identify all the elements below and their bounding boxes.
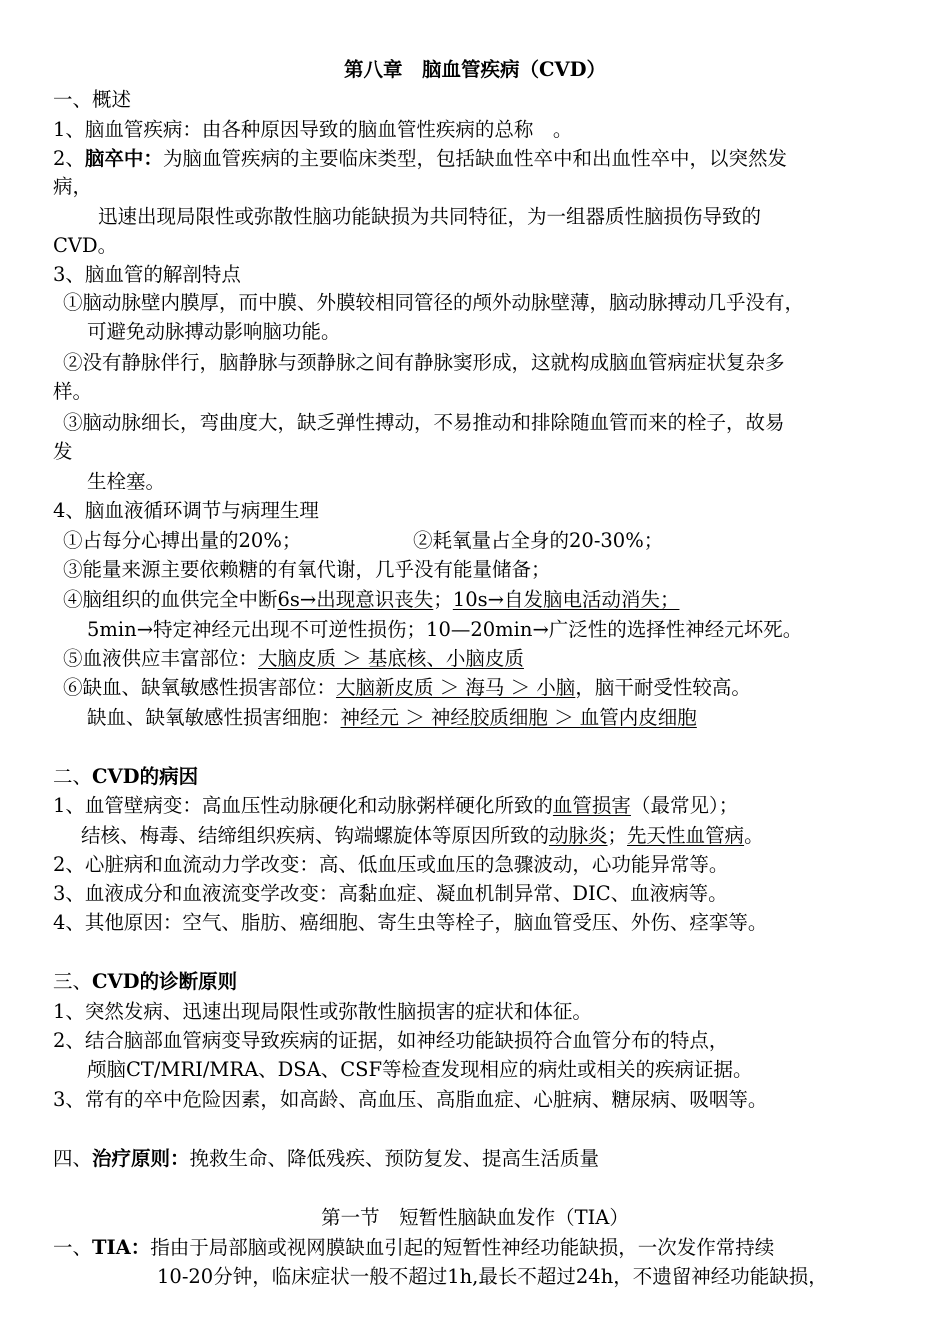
paragraph-cont: 病， xyxy=(53,175,93,198)
paragraph: 一、TIA：指由于局部脑或视网膜缺血引起的短暂性神经功能缺损，一次发作常持续 xyxy=(53,1236,775,1259)
paragraph-cont: 颅脑CT/MRI/MRA、DSA、CSF等检查发现相应的病灶或相关的疾病证据。 xyxy=(87,1058,753,1081)
section-diagnosis-heading: 三、CVD的诊断原则 xyxy=(53,970,238,993)
list-item: ④脑组织的血供完全中断6s→出现意识丧失；10s→自发脑电活动消失； xyxy=(63,588,680,611)
paragraph: 4、其他原因：空气、脂肪、癌细胞、寄生虫等栓子，脑血管受压、外伤、痉挛等。 xyxy=(53,911,768,934)
list-item-cont: 发 xyxy=(53,440,73,463)
paragraph: 1、脑血管疾病：由各种原因导致的脑血管性疾病的总称 。 xyxy=(53,118,573,141)
list-item: ⑤血液供应丰富部位：大脑皮质 ＞ 基底核、小脑皮质 xyxy=(63,647,524,670)
list-item-cont: 可避免动脉搏动影响脑功能。 xyxy=(87,320,341,343)
section-tia-title: 第一节 短暂性脑缺血发作（TIA） xyxy=(321,1206,629,1229)
section-cause-heading: 二、CVD的病因 xyxy=(53,765,199,788)
section-overview-heading: 一、概述 xyxy=(53,88,132,111)
paragraph: 3、常有的卒中危险因素，如高龄、高血压、高脂血症、心脏病、糖尿病、吸咽等。 xyxy=(53,1088,768,1111)
section-treatment-heading: 四、治疗原则：挽救生命、降低残疾、预防复发、提高生活质量 xyxy=(53,1147,600,1170)
list-item: ①占每分心搏出量的20%； xyxy=(63,529,302,552)
list-item-cont: 生栓塞。 xyxy=(87,470,166,493)
paragraph: 1、突然发病、迅速出现局限性或弥散性脑损害的症状和体征。 xyxy=(53,1000,592,1023)
list-item: ③脑动脉细长，弯曲度大，缺乏弹性搏动，不易推动和排除随血管而来的栓子，故易 xyxy=(63,411,785,434)
paragraph: 2、心脏病和血流动力学改变：高、低血压或血压的急骤波动，心功能异常等。 xyxy=(53,853,729,876)
paragraph-cont: 结核、梅毒、结缔组织疾病、钩端螺旋体等原因所致的动脉炎；先天性血管病。 xyxy=(81,824,764,847)
list-item: ②没有静脉伴行，脑静脉与颈静脉之间有静脉窦形成，这就构成脑血管病症状复杂多 xyxy=(63,351,785,374)
chapter-title: 第八章 脑血管疾病（CVD） xyxy=(343,58,607,81)
list-item: ①脑动脉壁内膜厚，而中膜、外膜较相同管径的颅外动脉壁薄，脑动脉搏动几乎没有， xyxy=(63,291,805,314)
paragraph-cont: CVD。 xyxy=(53,234,118,257)
list-item-cont: 缺血、缺氧敏感性损害细胞：神经元 ＞ 神经胶质细胞 ＞ 血管内皮细胞 xyxy=(87,706,697,729)
list-item: ⑥缺血、缺氧敏感性损害部位：大脑新皮质 ＞ 海马 ＞ 小脑，脑干耐受性较高。 xyxy=(63,676,751,699)
list-item: ③能量来源主要依赖糖的有氧代谢，几乎没有能量储备； xyxy=(63,558,551,581)
paragraph: 3、血液成分和血液流变学改变：高黏血症、凝血机制异常、DIC、血液病等。 xyxy=(53,882,728,905)
list-item: ②耗氧量占全身的20-30%； xyxy=(413,529,664,552)
list-item-cont: 样。 xyxy=(53,380,93,403)
paragraph-cont: 10-20分钟，临床症状一般不超过1h,最长不超过24h，不遗留神经功能缺损， xyxy=(157,1265,828,1288)
paragraph: 3、脑血管的解剖特点 xyxy=(53,263,241,286)
list-item-cont: 5min→特定神经元出现不可逆性损伤；10—20min→广泛性的选择性神经元坏死。 xyxy=(87,618,803,641)
term: 脑卒中： xyxy=(84,147,163,170)
paragraph: 1、血管壁病变：高血压性动脉硬化和动脉粥样硬化所致的血管损害（最常见）； xyxy=(53,794,739,817)
paragraph-cont: 迅速出现局限性或弥散性脑功能缺损为共同特征，为一组器质性脑损伤导致的 xyxy=(98,205,762,228)
paragraph: 4、脑血液循环调节与病理生理 xyxy=(53,499,319,522)
paragraph: 2、脑卒中：为脑血管疾病的主要临床类型，包括缺血性卒中和出血性卒中，以突然发 xyxy=(53,147,787,170)
paragraph: 2、结合脑部血管病变导致疾病的证据，如神经功能缺损符合血管分布的特点， xyxy=(53,1029,729,1052)
